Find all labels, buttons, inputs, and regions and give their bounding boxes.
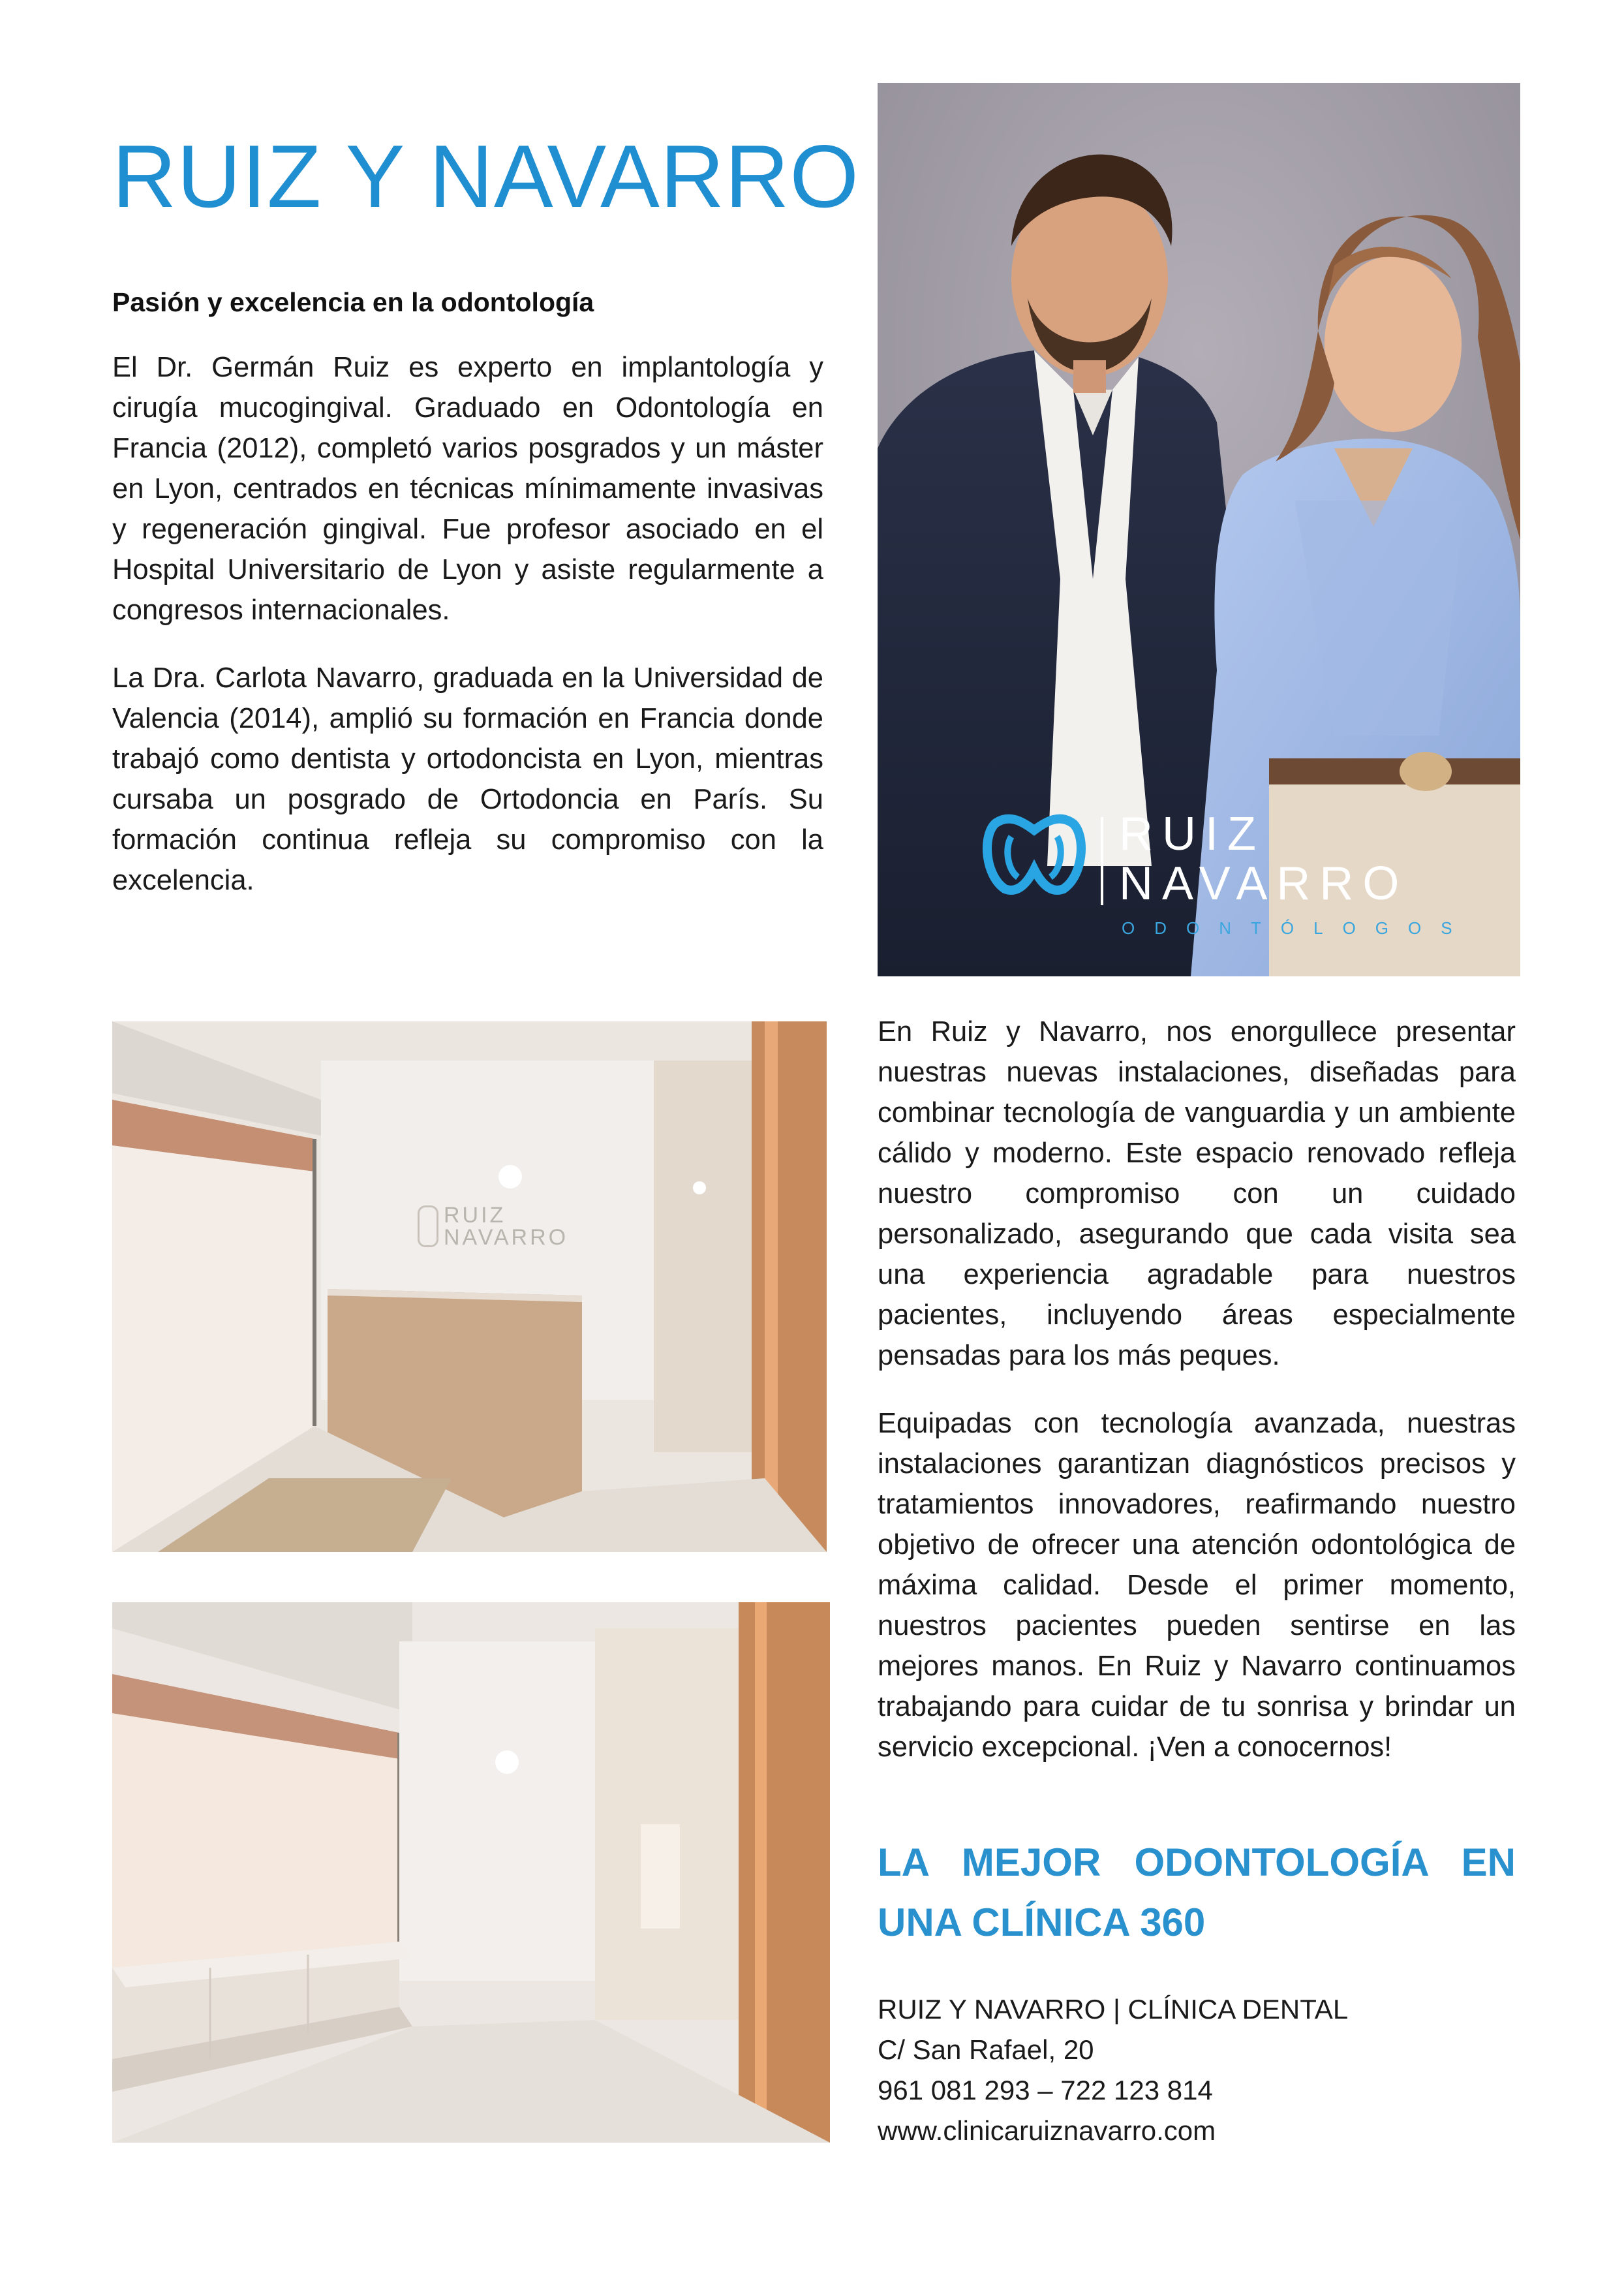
contact-address: C/ San Rafael, 20	[878, 2034, 1094, 2065]
facilities-paragraph-2: Equipadas con tecnología avanzada, nuestras instalaciones garantizan diagnósticos precisos y tratamientos innovadores, reafirmando nuestro objetivo de ofrecer una atención odontológica de máxima calidad. Desde el primer momento, nuestros pacientes pueden sentirse en las mejores manos. En Ruiz y Navarro continuamos trabajando para cuidar de tu sonrisa y brindar un servicio excepcional. ¡Ven a conocernos!	[878, 1408, 1516, 1763]
intro-paragraph-carlota: La Dra. Carlota Navarro, graduada en la Universidad de Valencia (2014), amplió su formación en Francia donde trabajó como dentista y ortodoncista en Lyon, mientras cursaba un posgrado de Ortodoncia en París. Su formación continua refleja su compromiso con la excelencia.	[112, 662, 823, 896]
contact-block	[878, 1989, 1516, 2151]
tooth-icon	[982, 811, 1086, 895]
page-title: RUIZ Y NAVARRO	[112, 127, 860, 226]
contact-clinic-name: RUIZ Y NAVARRO | CLÍNICA DENTAL	[878, 1994, 1349, 2025]
wall-tooth-icon	[418, 1205, 438, 1247]
contact-website: www.clinicaruiznavarro.com	[878, 2115, 1216, 2146]
waiting-room-illustration	[112, 1602, 830, 2143]
logo-subtitle: ODONTÓLOGOS	[1122, 918, 1472, 938]
subtitle: Pasión y excelencia en la odontología	[112, 287, 594, 317]
intro-section	[112, 347, 823, 901]
wall-logo	[444, 1204, 568, 1249]
reception-illustration	[112, 1021, 827, 1552]
logo-word-ruiz: RUIZ	[1119, 808, 1265, 860]
slogan-heading: LA MEJOR ODONTOLOGÍA EN UNA CLÍNICA 360	[878, 1840, 1516, 1944]
doctors-portrait-photo	[878, 83, 1520, 976]
logo-word-navarro: NAVARRO	[1119, 858, 1409, 910]
portrait-logo	[982, 808, 1504, 941]
contact-phones: 961 081 293 – 722 123 814	[878, 2075, 1213, 2105]
intro-paragraph-german: El Dr. Germán Ruiz es experto en implantología y cirugía mucogingival. Graduado en Odontología en Francia (2012), completó varios posgrados y un máster en Lyon, centrados en técnicas mínimamente invasivas y regeneración gingival. Fue profesor asociado en el Hospital Universitario de Lyon y asiste regularmente a congresos internacionales.	[112, 352, 823, 626]
facilities-paragraph-1: En Ruiz y Navarro, nos enorgullece presentar nuestras nuevas instalaciones, diseñadas para combinar tecnología de vanguardia y un ambiente cálido y moderno. Este espacio renovado refleja nuestro compromiso con un cuidado personalizado, asegurando que cada visita sea una experiencia agradable para nuestros pacientes, incluyendo áreas especialmente pensadas para los más peques.	[878, 1016, 1516, 1371]
wall-logo-navarro: NAVARRO	[444, 1225, 569, 1250]
waiting-room-photo	[112, 1602, 830, 2143]
reception-photo	[112, 1021, 827, 1552]
wall-logo-ruiz: RUIZ	[444, 1203, 506, 1228]
facilities-section	[878, 1012, 1516, 1767]
logo-divider	[1101, 817, 1103, 905]
